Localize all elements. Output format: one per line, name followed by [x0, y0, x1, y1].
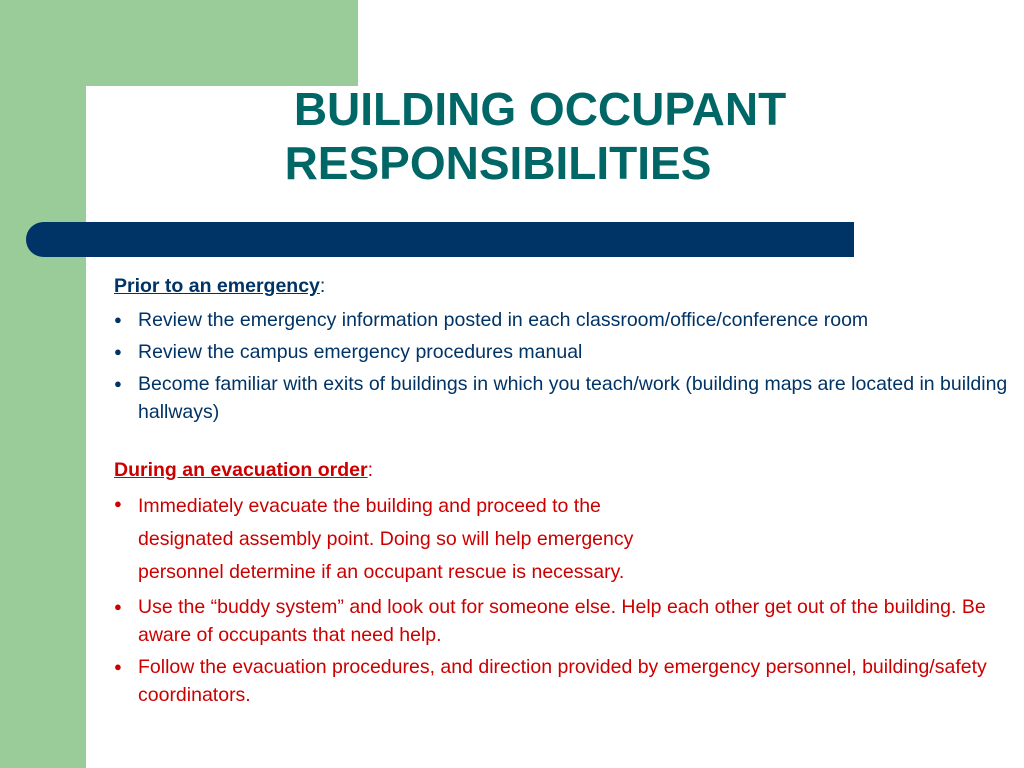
section-heading-prior [114, 270, 1019, 302]
slide-title-line2: RESPONSIBILITIES [284, 137, 712, 189]
section-heading-prior-label: Prior to an emergency [114, 275, 320, 297]
list-item-text: Review the campus emergency procedures manual [138, 341, 583, 363]
list-item [114, 370, 1019, 426]
slide-title-line1: BUILDING OCCUPANT [293, 83, 787, 135]
list-item-text: Review the emergency information posted in each classroom/office/conference room [138, 309, 869, 331]
green-top-band [0, 0, 358, 86]
slide-body [114, 270, 1019, 709]
navy-divider-bar [26, 222, 854, 257]
list-item [114, 306, 1019, 334]
prior-list [114, 306, 1019, 426]
list-item-text: Follow the evacuation procedures, and direction provided by emergency personnel, building/safety coordinators. [138, 656, 987, 706]
list-item [114, 593, 1019, 649]
slide-title [0, 82, 1024, 190]
section-heading-evacuation [114, 454, 1019, 486]
list-item-text: Become familiar with exits of buildings in which you teach/work (building maps are located in building hallways) [138, 373, 1008, 423]
list-item-line: designated assembly point. Doing so will help emergency [138, 528, 634, 550]
bullet-icon: ● [114, 659, 122, 674]
bullet-icon: ● [114, 376, 122, 391]
list-item-text: Use the “buddy system” and look out for someone else. Help each other get out of the building. Be aware of occupants that need help. [138, 596, 986, 646]
list-item [114, 338, 1019, 366]
list-item-line: personnel determine if an occupant rescue is necessary. [138, 561, 625, 583]
bullet-icon: ● [114, 312, 122, 327]
bullet-icon: ● [114, 344, 122, 359]
list-item [114, 490, 1019, 589]
section-heading-evacuation-colon: : [367, 459, 373, 481]
evacuation-list [114, 490, 1019, 709]
list-item-line: Immediately evacuate the building and proceed to the [138, 495, 601, 517]
bullet-icon: ● [114, 599, 122, 614]
bullet-icon: ● [114, 496, 122, 511]
section-heading-prior-colon: : [319, 275, 326, 297]
section-heading-evacuation-label: During an evacuation order [114, 459, 368, 481]
list-item [114, 653, 1019, 709]
